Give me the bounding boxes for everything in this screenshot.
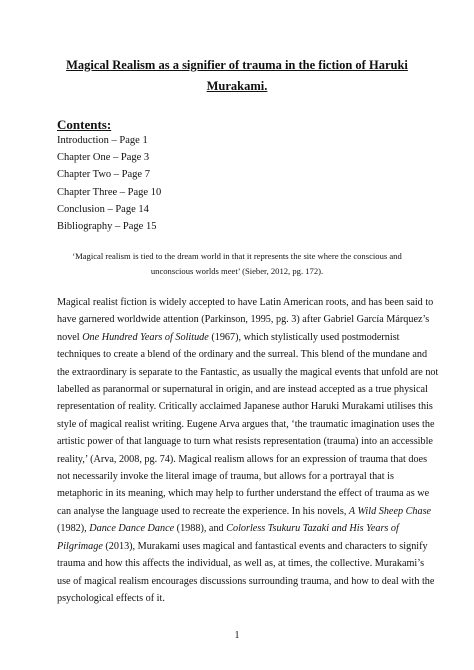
body-line: representation of reality. Critically acclaimed Japanese author Haruki Murakami utilises this	[57, 401, 433, 413]
document-title	[48, 55, 426, 97]
toc-item-introduction: Introduction – Page 1	[57, 135, 148, 146]
body-line: reality,’ (Arva, 2008, pg. 74). Magical realism allows for an expression of trauma that does	[57, 453, 428, 465]
body-line: techniques to create a blend of the ordinary and the surreal. This blend of the mundane and	[57, 349, 428, 361]
body-line	[57, 538, 428, 555]
body-text-span: novel	[57, 331, 83, 343]
book-title-italic: Colorless Tsukuru Tazaki and His Years of	[226, 523, 399, 535]
book-title-italic: Pilgrimage	[57, 540, 103, 552]
toc-item-conclusion: Conclusion – Page 14	[57, 203, 149, 215]
body-line: artistic power of that language to turn what resists representation (trauma) into an accessible	[57, 436, 433, 448]
contents-heading: Contents:	[57, 117, 112, 132]
body-paragraph	[57, 294, 439, 607]
title-line-1: Magical Realism as a signifier of trauma in the fiction of Haruki	[66, 58, 408, 72]
body-line	[57, 503, 432, 520]
toc-item-chapter-three: Chapter Three – Page 10	[57, 186, 162, 198]
body-text-span: (1982),	[57, 523, 90, 535]
body-text-span: (1988), and	[174, 523, 227, 535]
body-line: trauma and how this affects the individual, as well as, at times, the collective. Murakami’s	[57, 558, 425, 570]
epigraph-line-2: unconscious worlds meet’ (Sieber, 2012, pg. 172).	[150, 266, 324, 276]
book-title-italic: A Wild Sheep Chase	[348, 505, 432, 517]
body-line	[57, 520, 419, 537]
toc-item-bibliography: Bibliography – Page 15	[57, 221, 157, 233]
book-title-italic: Dance Dance Dance	[89, 523, 175, 535]
body-text-span: (1967), which stylistically used postmodernist	[208, 331, 400, 343]
body-line: have garnered worldwide attention (Parkinson, 1995, pg. 3) after Gabriel García Márquez’s	[57, 314, 430, 326]
epigraph-quote	[64, 249, 410, 279]
body-line	[57, 329, 419, 346]
body-line: metaphoric in its meaning, which may help to further understand the effect of trauma as we	[57, 488, 430, 500]
body-line: not necessarily invoke the literal image of trauma, but allows for a portrayal that is	[57, 471, 394, 483]
book-title-italic: One Hundred Years of Solitude	[82, 331, 209, 343]
toc-item-chapter-one: Chapter One – Page 3	[57, 152, 150, 164]
toc-item-chapter-two: Chapter Two – Page 7	[57, 169, 150, 181]
page-number: 1	[234, 630, 240, 641]
body-line: Magical realist fiction is widely accepted to have Latin American roots, and has been said to	[57, 297, 434, 308]
epigraph-line-1: ‘Magical realism is tied to the dream world in that it represents the site where the conscious and	[72, 251, 402, 261]
body-line: psychological effects of it.	[57, 592, 165, 604]
table-of-contents	[57, 132, 161, 235]
body-line: style of magical realist writing. Eugene Arva argues that, ‘the traumatic imagination uses the	[57, 418, 435, 430]
body-line: the extraordinary is separate to the Fantastic, as usually the magical events that unfold are not	[57, 366, 439, 378]
body-text-span: can analyse the language used to recreate the experience. In his novels,	[57, 505, 349, 517]
body-text-span: (2013), Murakami uses magical and fantastical events and characters to signify	[102, 540, 428, 552]
title-line-2: Murakami.	[206, 79, 268, 93]
body-line: labelled as paranormal or supernatural in origin, and are instead accepted as a true physical	[57, 384, 428, 396]
body-line: use of magical realism encourages discussions surrounding trauma, and how to deal with the	[57, 575, 435, 587]
